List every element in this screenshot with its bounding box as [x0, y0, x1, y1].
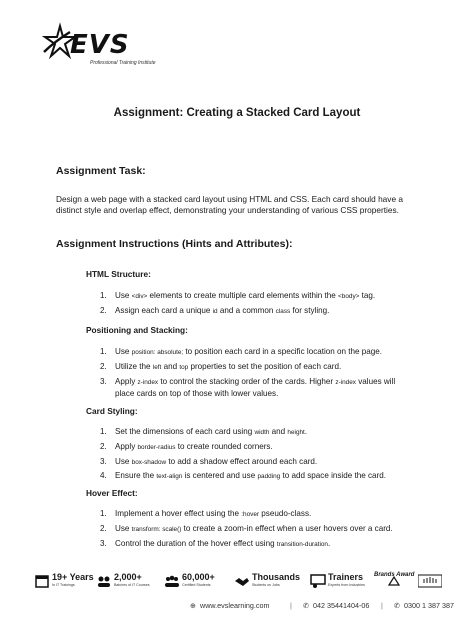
logo-brand: EVS	[70, 30, 130, 60]
list-item: 2. Apply border-radius to create rounded corners.	[100, 441, 273, 451]
list-item: 1. Use position: absolute; to position each card in a specific location on the page.	[100, 347, 383, 356]
mobile-number: 0300 1 387 387	[404, 601, 454, 610]
phone-icon: ✆	[303, 601, 310, 610]
calendar-icon	[34, 573, 50, 589]
list-item: 2. Use transform: scale() to create a zoom-in effect when a user hovers over a card.	[100, 523, 393, 533]
list-item: 1. Implement a hover effect using the :hover pseudo-class.	[100, 509, 312, 518]
phone-number: 042 35441404-06	[313, 601, 370, 610]
badge-award: Brands Award	[374, 572, 412, 594]
handshake-icon	[234, 573, 250, 589]
list-item: 2. Assign each card a unique id and a common class for styling.	[100, 305, 330, 315]
section-list	[100, 426, 400, 485]
cisco-icon	[418, 573, 442, 589]
footer-contact	[0, 601, 474, 613]
list-item: 1. Use <div> elements to create multiple card elements within the <body> tag.	[100, 291, 376, 300]
section-heading: Hover Effect:	[86, 488, 138, 498]
divider: |	[290, 601, 292, 610]
badge-jobs: Thousands Students on Jobs	[234, 572, 302, 594]
evs-logo	[40, 22, 180, 70]
page-title: Assignment: Creating a Stacked Card Layout	[113, 107, 361, 119]
website-link[interactable]: www.evslearning.com	[200, 601, 270, 610]
trainer-icon	[310, 573, 326, 589]
logo-tagline: Professional Training Institute	[90, 60, 156, 66]
footer-badges	[34, 572, 444, 594]
badge-cisco	[418, 572, 444, 594]
list-item: 3. Use box-shadow to add a shadow effect around each card.	[100, 456, 318, 466]
list-item: 3. Control the duration of the hover effect using transition-duration.	[100, 538, 331, 548]
batches-icon	[96, 573, 112, 589]
badge-batches: 2,000+ Batches of IT Courses	[96, 572, 152, 594]
list-item: 2. Utilize the left and top properties to set the position of each card.	[100, 361, 342, 371]
badge-students: 60,000+ Certified Students	[164, 572, 224, 594]
list-item: 1. Set the dimensions of each card using width and height.	[100, 427, 308, 436]
section-list	[100, 508, 400, 552]
section-heading: Positioning and Stacking:	[86, 325, 188, 335]
divider: |	[381, 601, 383, 610]
section-heading: Card Styling:	[86, 406, 138, 416]
section-list	[100, 346, 400, 402]
section-heading: HTML Structure:	[86, 269, 151, 279]
badge-years: 19+ Years In IT Trainings	[34, 572, 86, 594]
list-item: 4. Ensure the text-align is centered and use padding to add space inside the card.	[100, 471, 386, 481]
phone-icon: ✆	[394, 601, 401, 610]
globe-icon: ⊕	[190, 601, 197, 610]
instructions-heading: Assignment Instructions (Hints and Attributes):	[56, 238, 293, 250]
task-heading: Assignment Task:	[56, 165, 146, 177]
list-item: 3. Apply z-index to control the stacking order of the cards. Higher z-index values will place cards on top of those with lower values.	[100, 376, 396, 398]
badge-trainers: Trainers Experts from Industries	[310, 572, 368, 594]
section-list	[100, 290, 400, 320]
students-icon	[164, 573, 180, 589]
task-text: Design a web page with a stacked card layout using HTML and CSS. Each card should have a distinct style and overlap effect, demonstrating your understanding of various CSS properties.	[56, 194, 403, 216]
